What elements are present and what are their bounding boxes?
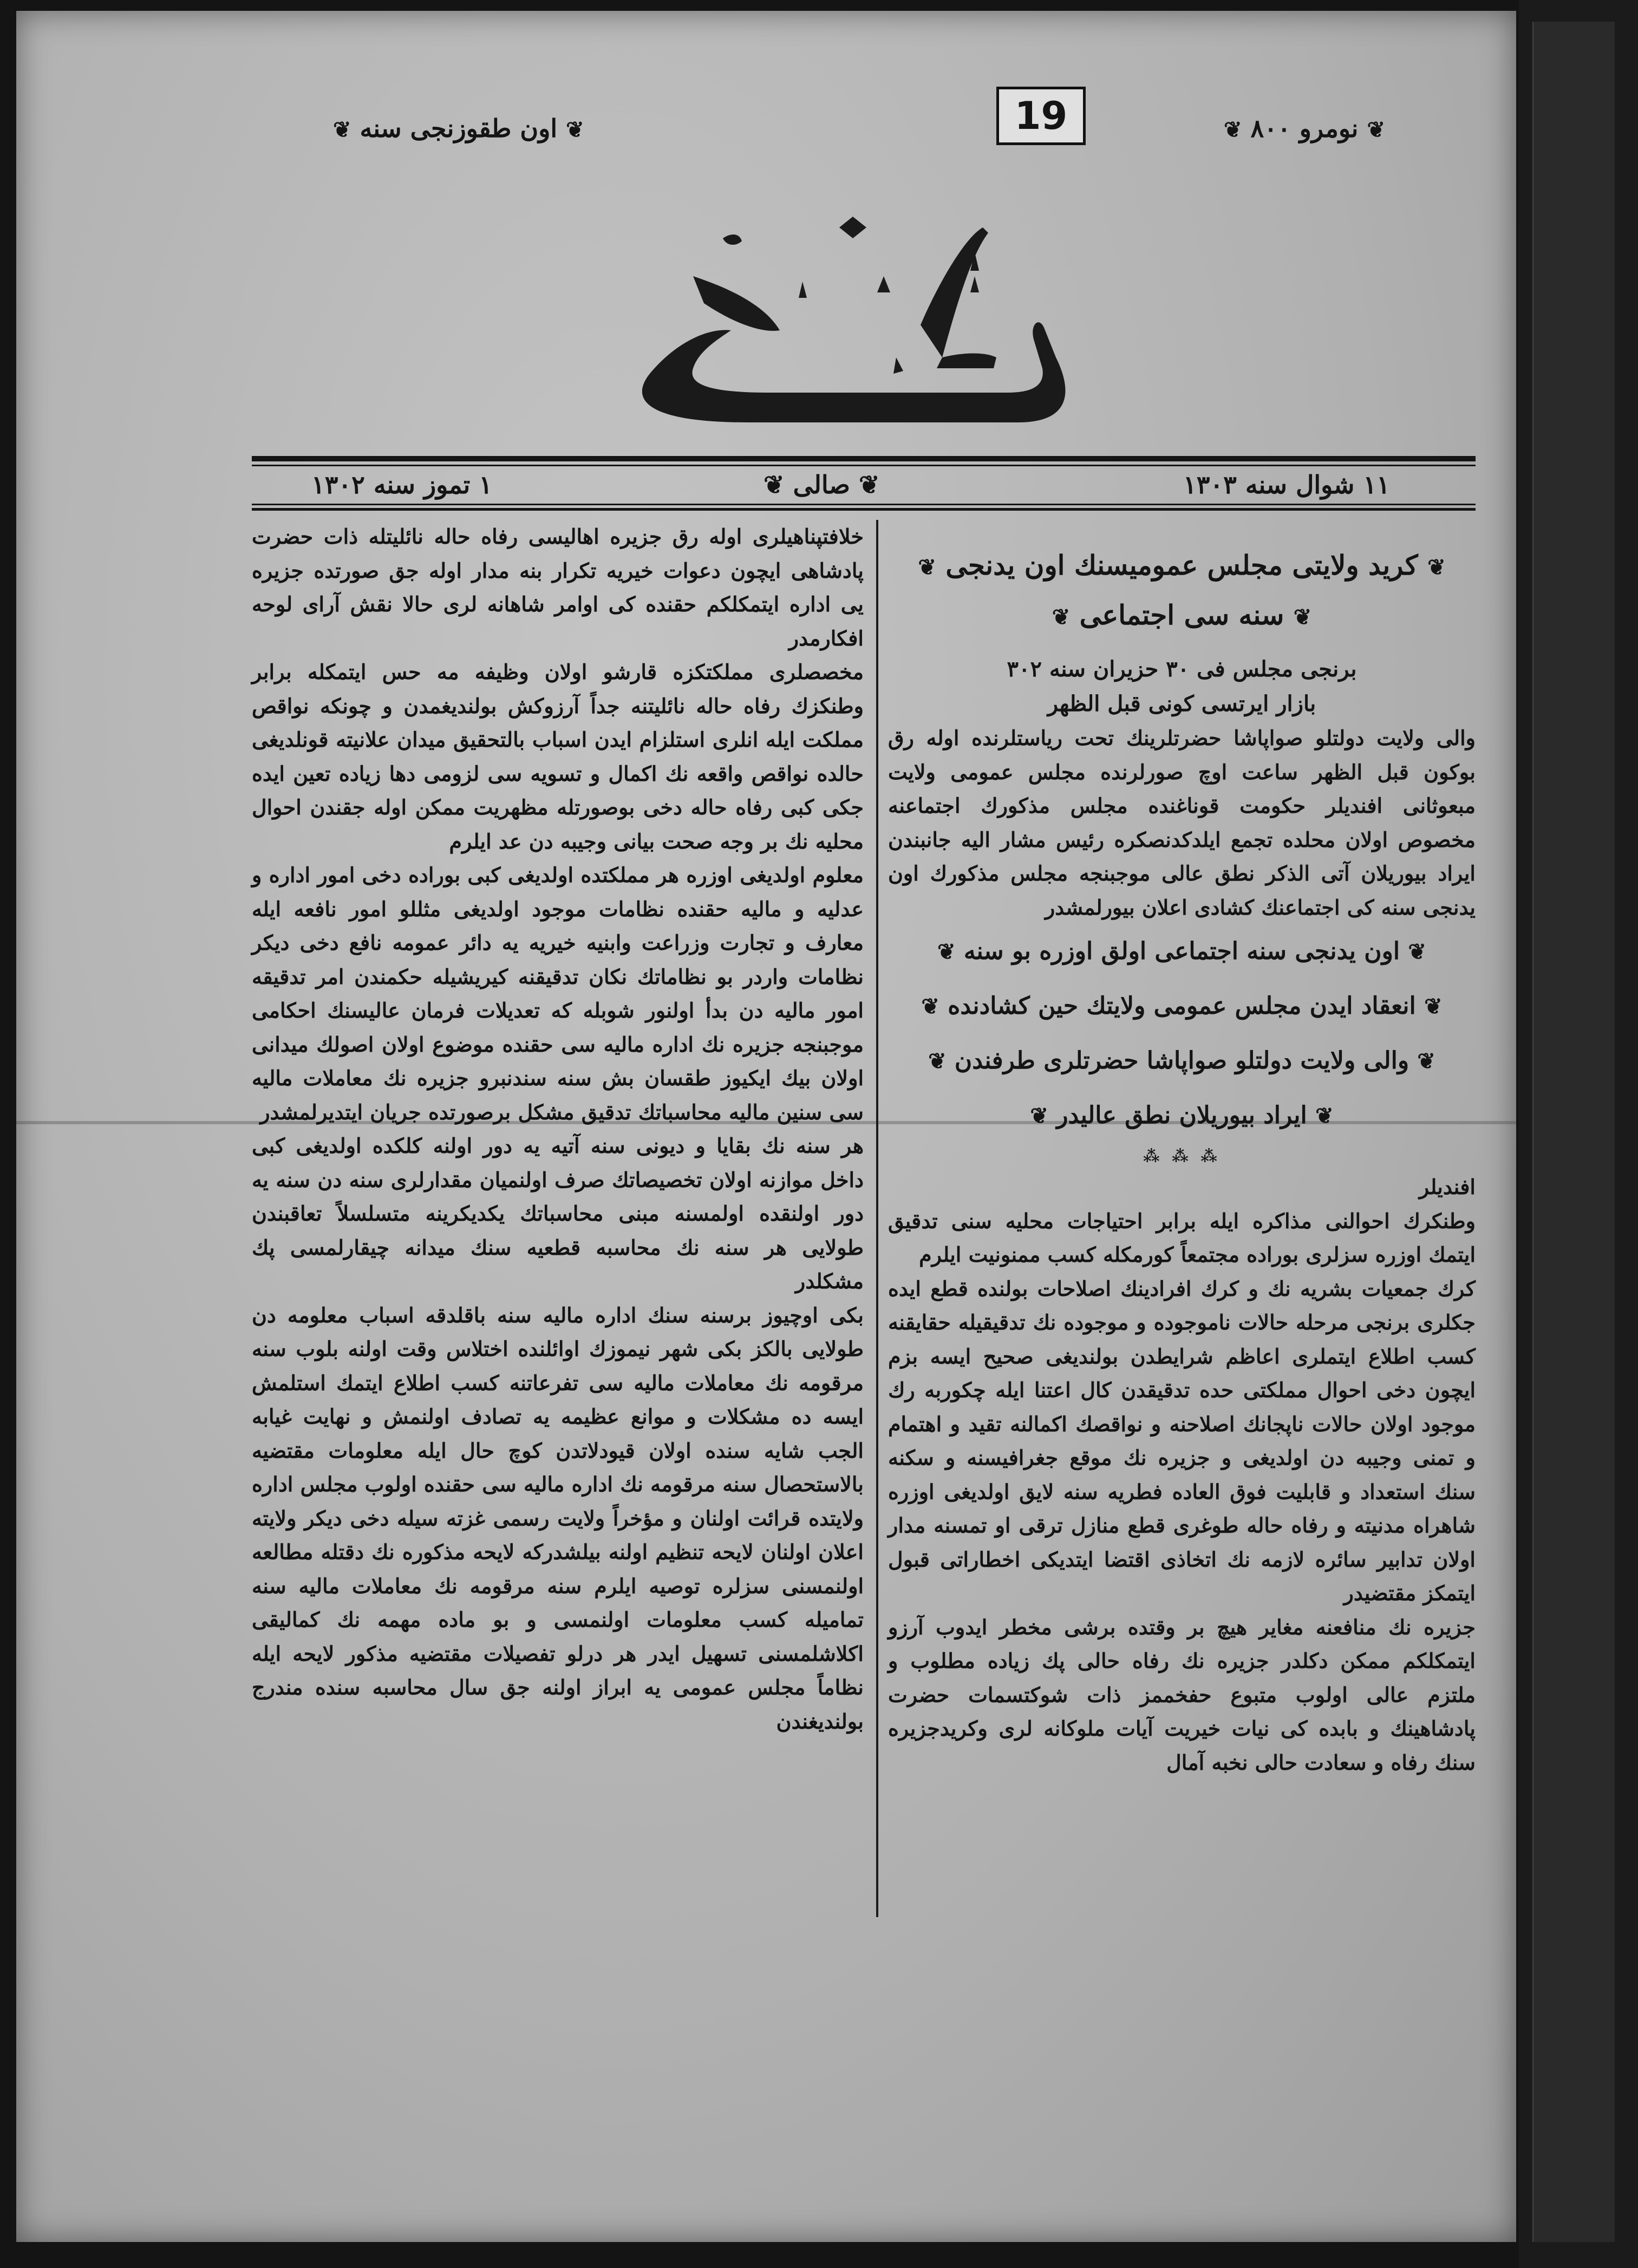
ornament-icon: ❦: [1367, 117, 1386, 142]
speech-subhead-line: اون یدنجی سنه اجتماعی اولق اوزره بو سنه: [963, 937, 1400, 965]
speech-paragraph: وطنکرك احوالنی مذاکره ایله برابر احتیاجات محلیه سنی تدقیق ایتمك اوزره سزلری بوراده مجتمعاً کورمکله کسب ممنونیت ایلرم: [888, 1208, 1476, 1267]
masthead-logo: [585, 195, 1099, 422]
year-label-text: اون طقوزنجی سنه: [360, 114, 558, 143]
masthead-calligraphy: [585, 195, 1099, 422]
speech-paragraph: کرك جمعیات بشریه نك و کرك افرادینك اصلاحات بولنده قطع ایده جکلری برنجی مرحله حالات ناموجوده و موجوده نك تدقیقیله حقایقنه کسب اطلاع ایتملری اعاظم شرایطدن بولندیغی صحیح ایسه بزم ایچون دخی احوال مملکتی حده تدقیقدن کال اعتنا ایله چکوربه رك موجود اولان حالات ناپجانك اصلاحنه و نواقصك اکمالنه تقید و اهتمام و تمنی وجیبه دن اولدیغی و جزیره نك موقع جغرافیسنه و سکنه سنك استعداد و قابلیت فوق العاده فطریه سنه لایق اولدیغی اوزره شاهراه مدنیته و رفاه حاله طوغری قطع منازل ترقی او تمسنه مدار اولان تدابیر سائره لازمه نك اتخاذی اقتضا ایتدیکی اخطاراتی قبول ایتمکز مقتضیدر: [888, 1276, 1476, 1605]
ornament-icon: ❦: [1030, 1103, 1048, 1129]
ornament-icon: ❦: [1052, 604, 1071, 630]
session-line: بازار ایرتسی کونی قبل الظهر: [1047, 691, 1316, 716]
speech-subhead: [888, 1034, 1476, 1089]
speech-paragraph: جزیره نك منافعنه مغایر هیچ بر وقتده برشی مخطر ایدوب آرزو ایتمکلکم ممکن دکلدر جزیره نك رفاه حالی پك زیاده مطلوب و ملتزم عالی اولوب متبوع حفخممز ذات شوکتسمات حضرت پادشاهینك و بابده کی نیات خیریت آیات ملوکانه لری وکریدجزیره سنك رفاه و سعادت حالی نخبه آمال: [888, 1614, 1476, 1775]
speech-paragraph: بکی اوچیوز برسنه سنك اداره مالیه سنه باقلدقه اسباب معلومه دن طولایی بالکز بکی شهر نیموزك اوائلنده اختلاس وقت اولنه بلوب سنه مرقومه نك معاملات مالیه سی تفرعاتنه کسب اطلاع ایتمك استلمش ایسه ده مشکلات و موانع عظیمه یه تصادف اولنمش و نهایت غیابه الجب شایه سنده اولان قیودلاتدن کوچ حال ایله معلومات مقتضیه بالاستحصال سنه مرقومه نك اداره مالیه سی حقنده اولوب مجلس اداره ولایتده قرائت اولنان و مؤخراً ولایت رسمی غزته سیله دخی دیکر ولایته اعلان اولنان لایحه تنظیم اولنه بیلشدرکه لایحه مذکوره نك دقتله مطالعه اولنمسنی سزلره توصیه ایلرم سنه مرقومه نك معاملات مالیه سنه تمامیله کسب معلومات اولنمسی و بو ماده مهمه نك کمالیقی اکلاشلمسنی تسهیل ایدر هر درلو تفصیلات مقتضیه مذکور لایحه ایله نظاماً مجلس عمومی یه ابراز اولنه جق سال محاسبه سنده مندرج بولندیغندن: [252, 1302, 864, 1733]
weekday-text: صالی: [793, 470, 850, 499]
masthead-rule-thin: [252, 465, 1476, 466]
speech-subhead-line: والی ولایت دولتلو صواپاشا حضرتلری طرفندن: [954, 1047, 1409, 1074]
salutation: افندیلر: [1419, 1175, 1476, 1199]
issue-number-text: نومرو ۸۰۰: [1250, 114, 1359, 143]
ornament-icon: ❦: [1408, 939, 1426, 964]
ornament-icon: ❦: [921, 994, 939, 1019]
article-heading: [888, 542, 1476, 591]
speech-subhead-line: انعقاد ایدن مجلس عمومی ولایتك حین کشادنده: [948, 992, 1416, 1020]
page-number-box: 19: [996, 87, 1086, 145]
ornament-icon: ❦: [1293, 604, 1312, 630]
session-line: برنجی مجلس فی ۳۰ حزیران سنه ۳۰۲: [1007, 656, 1357, 682]
ornament-icon: ❦: [763, 470, 785, 499]
intro-paragraph: والی ولایت دولتلو صواپاشا حضرتلرینك تحت ریاستلرنده اوله رق بوکون قبل الظهر ساعت اوچ صورلرنده مجلس عمومی ولایت مبعوثانی افندیلر حکومت قوناغنده مجلس مذکورك اجتماعنه مخصوص اولان محلده تجمع ایلدکدنصکره رئیس مشار الیه جانبندن ایراد بیوریلان آتی الذکر نطق عالی موجبنجه مجلس مذکورك اون یدنجی سنه کی اجتماعنك کشادی اعلان بیورلمشدر: [888, 726, 1476, 920]
speech-paragraph: مخصصلری مملکتکزه قارشو اولان وظیفه مه حس ایتمکله برابر وطنکزك رفاه حاله نائلیتنه جداً آرزوکش بولندیغمدن و چونکه نواقص مملکت ایله انلری استلزام ایدن اسباب بالتحقیق میدان علانیته قونلدیغی حالده نواقص واقعه نك اکمال و تسویه سی لزومی دها زیاده تعین ایده جکی کبی رفاه حاله دخی بوصورتله مظهریت ممکن اوله جقندن احوال محلیه نك بر وجه صحت بیانی وجیبه دن عد ایلرم: [252, 660, 864, 853]
date-rumi: ۱ تموز سنه ۱۳۰۲: [311, 470, 493, 499]
ornament-icon: ❦: [859, 470, 880, 499]
speech-paragraph: هر سنه نك بقایا و دیونی سنه آتیه یه دور اولنه کلکده اولدیغی کبی داخل موازنه اولان تخصیصاتك صرف اولنمیان مقدارلری سنه دن سنه یه دور اولنقده اولمسنه مبنی محاسباتك یکدیکرینه متسلسلاً تعاقبندن طولایی هر سنه نك محاسبه قطعیه سنك میدانه چیقارلمسی پك مشکلدر: [252, 1133, 864, 1293]
speech-paragraph: خلافتپناهیلری اوله رق جزیره اهالیسی رفاه حاله نائلیتله ذات حضرت پادشاهی ایچون دعوات خیریه تکرار بنه مدار اوله جق صورتده جزیره یی اداره ایتمکلکم حقنده کی اوامر شاهانه لری حالا نقش آرای لوحه افکارمدر: [252, 524, 864, 650]
ornament-icon: ❦: [937, 939, 956, 964]
section-separator: ⁂ ⁂ ⁂: [1143, 1147, 1221, 1166]
left-column: [252, 520, 864, 1738]
ornament-icon: ❦: [928, 1048, 947, 1074]
year-label: [333, 114, 584, 143]
article-heading-line: سنه سی اجتماعی: [1079, 599, 1284, 631]
scan-edge-binding: [1532, 22, 1615, 2242]
ornament-icon: ❦: [1417, 1048, 1435, 1074]
ornament-icon: ❦: [566, 117, 584, 142]
article-heading-line: کرید ولایتی مجلس عمومیسنك اون یدنجی: [945, 549, 1418, 581]
article-heading: [888, 591, 1476, 641]
ornament-icon: ❦: [1315, 1103, 1334, 1129]
ornament-icon: ❦: [918, 555, 936, 580]
weekday-label: [763, 470, 880, 499]
speech-subhead: [888, 979, 1476, 1034]
issue-number: [1224, 114, 1385, 143]
ornament-icon: ❦: [1427, 555, 1446, 580]
date-hijri: ۱۱ شوال سنه ۱۳۰۳: [1183, 470, 1390, 499]
speech-subhead-line: ایراد بیوریلان نطق عالیدر: [1056, 1102, 1307, 1129]
speech-paragraph: معلوم اولدیغی اوزره هر مملکتده اولدیغی کبی بوراده دخی امور اداره و عدلیه و مالیه حقنده نظامات موجود اولدیغی مثللو امور نافعه ایله معارف و تجارت وزراعت وابنیه خیریه یه دائر عمومه نافع دخی دیکر نظامات واردر بو نظاماتك نکان تدقیقنه کیریشیله حکمندن امر تدقیقه امور مالیه دن بدأ اولنور شوبله که تعدیلات فرمان عالیسنك احکامی موجبنجه جزیره نك اداره مالیه سی حقنده موضوع اولان اصولك میدانی اولان بیك ایکیوز طقسان بش سنه سندنبرو جزیره نك معاملات مالیه سی سنین مالیه محاسباتك تدقیق مشکل برصورتده جریان ایتدیرلمشدر: [252, 863, 864, 1124]
dateline-rule: [252, 504, 1476, 505]
masthead-rule: [252, 456, 1476, 461]
ornament-icon: ❦: [333, 117, 351, 142]
column-divider: [876, 520, 878, 1917]
right-column: [888, 542, 1476, 1780]
ornament-icon: ❦: [1424, 994, 1443, 1019]
speech-subhead: [888, 924, 1476, 979]
dateline-rule-thick: [252, 508, 1476, 511]
ornament-icon: ❦: [1224, 117, 1242, 142]
speech-subhead: [888, 1089, 1476, 1143]
